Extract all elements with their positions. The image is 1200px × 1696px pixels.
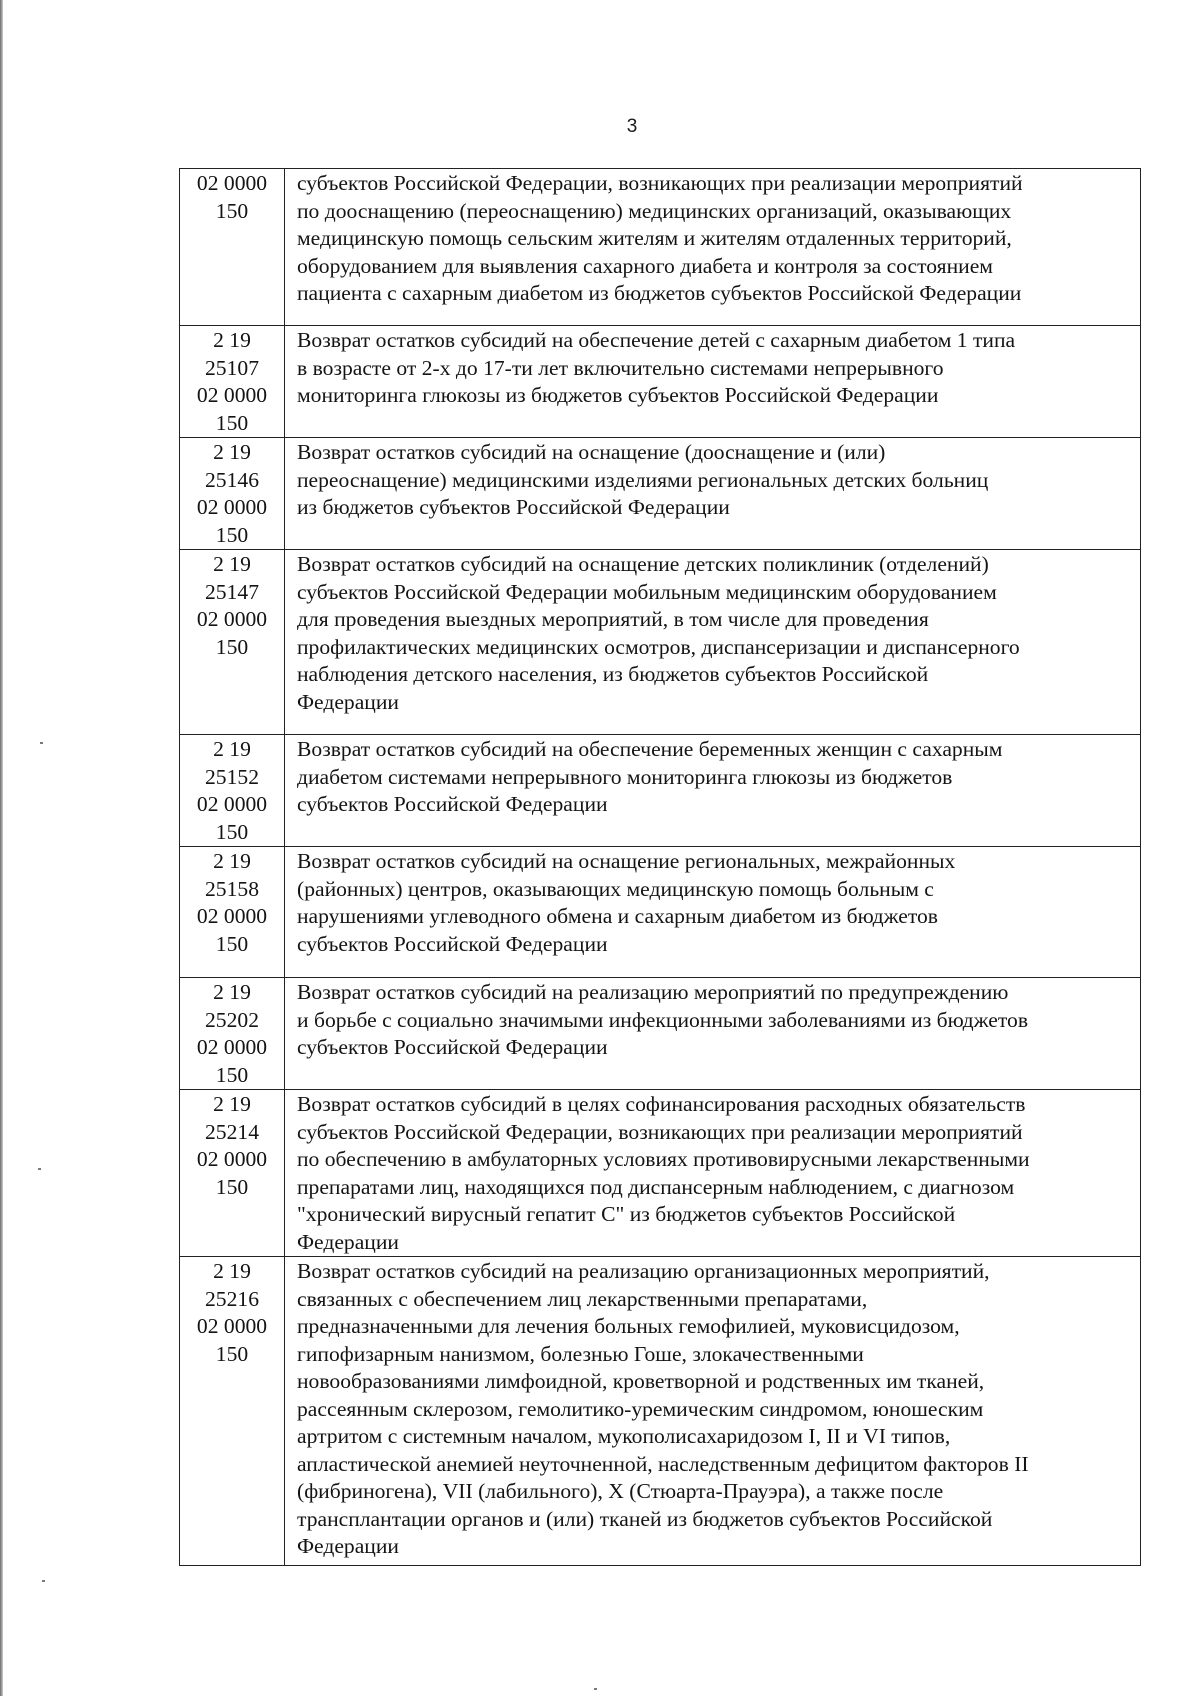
code-line: 150 bbox=[215, 931, 249, 956]
description-cell bbox=[285, 438, 1141, 550]
description-cell bbox=[285, 169, 1141, 326]
description-line: трансплантации органов и (или) тканей из бюджетов субъектов Российской bbox=[297, 1506, 993, 1531]
description-line: новообразованиями лимфоидной, кроветворной и родственных им тканей, bbox=[297, 1369, 985, 1393]
code-line: 25146 bbox=[205, 467, 259, 492]
description-line: субъектов Российской Федерации bbox=[297, 792, 608, 816]
code-line: 02 0000 bbox=[196, 1035, 268, 1059]
description-line: профилактических медицинских осмотров, диспансеризации и диспансерного bbox=[297, 634, 1020, 659]
description-line: Федерации bbox=[297, 689, 399, 714]
code-line: 150 bbox=[215, 198, 249, 223]
table-row bbox=[180, 735, 1141, 847]
description-line: и борьбе с социально значимыми инфекционными заболеваниями из бюджетов bbox=[297, 1007, 1029, 1032]
description-cell bbox=[285, 978, 1141, 1090]
code-line: 25202 bbox=[205, 1007, 259, 1032]
description-line: Федерации bbox=[297, 1534, 399, 1558]
description-line: нарушениями углеводного обмена и сахарным диабетом из бюджетов bbox=[297, 904, 938, 928]
description-line: (фибриногена), VII (лабильного), X (Стюарта-Прауэра), а также после bbox=[297, 1479, 944, 1503]
table-row bbox=[180, 169, 1141, 326]
description-line: препаратами лиц, находящихся под диспансерным наблюдением, с диагнозом bbox=[297, 1174, 1015, 1199]
description-line: Возврат остатков субсидий на реализацию организационных мероприятий, bbox=[297, 1259, 990, 1283]
description-line: диабетом системами непрерывного мониторинга глюкозы из бюджетов bbox=[297, 764, 953, 789]
description-line: Возврат остатков субсидий на оснащение детских поликлиник (отделений) bbox=[297, 552, 989, 576]
description-line: "хронический вирусный гепатит С" из бюджетов субъектов Российской bbox=[297, 1202, 956, 1226]
description-cell bbox=[285, 326, 1141, 438]
code-line: 02 0000 bbox=[196, 495, 268, 519]
budget-code-cell bbox=[180, 978, 285, 1090]
table-row bbox=[180, 550, 1141, 735]
description-line: Федерации bbox=[297, 1229, 399, 1254]
description-cell bbox=[285, 847, 1141, 978]
code-line: 2 19 bbox=[213, 1259, 251, 1283]
description-line: пациента с сахарным диабетом из бюджетов субъектов Российской Федерации bbox=[297, 281, 1022, 305]
code-line: 25214 bbox=[205, 1119, 259, 1144]
code-line: 150 bbox=[215, 819, 249, 844]
table-row bbox=[180, 1090, 1141, 1257]
description-line: мониторинга глюкозы из бюджетов субъектов Российской Федерации bbox=[297, 383, 939, 407]
description-line: субъектов Российской Федерации мобильным медицинским оборудованием bbox=[297, 579, 997, 604]
description-cell bbox=[285, 550, 1141, 735]
description-line: гипофизарным нанизмом, болезнью Гоше, злокачественными bbox=[297, 1341, 864, 1366]
description-cell bbox=[285, 1257, 1141, 1566]
budget-code-cell bbox=[180, 1090, 285, 1257]
code-line: 2 19 bbox=[213, 440, 251, 464]
code-line: 02 0000 bbox=[196, 1314, 268, 1338]
code-line: 150 bbox=[215, 522, 249, 547]
code-line: 2 19 bbox=[213, 552, 251, 576]
code-line: 02 0000 bbox=[196, 607, 268, 631]
table-row bbox=[180, 438, 1141, 550]
description-line: артритом с системным началом, мукополисахаридозом I, II и VI типов, bbox=[297, 1424, 951, 1448]
description-line: Возврат остатков субсидий в целях софинансирования расходных обязательств bbox=[297, 1092, 1026, 1116]
code-line: 2 19 bbox=[213, 1092, 251, 1116]
description-line: субъектов Российской Федерации bbox=[297, 931, 608, 956]
description-line: субъектов Российской Федерации, возникающих при реализации мероприятий bbox=[297, 1119, 1023, 1144]
code-line: 02 0000 bbox=[196, 383, 268, 407]
scan-speck bbox=[40, 742, 43, 744]
budget-code-cell bbox=[180, 326, 285, 438]
table-body bbox=[180, 169, 1141, 1566]
description-line: по дооснащению (переоснащению) медицинских организаций, оказывающих bbox=[297, 198, 1012, 223]
description-line: предназначенными для лечения больных гемофилией, муковисцидозом, bbox=[297, 1314, 960, 1338]
description-line: рассеянным склерозом, гемолитико-уремическим синдромом, юношеским bbox=[297, 1396, 984, 1421]
description-cell bbox=[285, 1090, 1141, 1257]
table-row bbox=[180, 326, 1141, 438]
description-line: апластической анемией неуточненной, наследственным дефицитом факторов II bbox=[297, 1451, 1029, 1476]
budget-code-cell bbox=[180, 1257, 285, 1566]
code-line: 02 0000 bbox=[196, 171, 268, 195]
description-line: связанных с обеспечением лиц лекарственными препаратами, bbox=[297, 1286, 868, 1311]
budget-code-cell bbox=[180, 735, 285, 847]
code-line: 25107 bbox=[205, 355, 259, 380]
code-line: 2 19 bbox=[213, 737, 251, 761]
budget-code-cell bbox=[180, 169, 285, 326]
description-line: Возврат остатков субсидий на оснащение (дооснащение и (или) bbox=[297, 440, 886, 464]
description-line: для проведения выездных мероприятий, в том числе для проведения bbox=[297, 607, 929, 631]
code-line: 02 0000 bbox=[196, 792, 268, 816]
code-line: 150 bbox=[215, 1174, 249, 1199]
code-line: 150 bbox=[215, 1341, 249, 1366]
code-line: 150 bbox=[215, 1062, 249, 1087]
code-line: 2 19 bbox=[213, 849, 251, 873]
code-line: 25147 bbox=[205, 579, 259, 604]
table-row bbox=[180, 847, 1141, 978]
code-line: 02 0000 bbox=[196, 1147, 268, 1171]
scan-edge bbox=[0, 0, 3, 1696]
description-line: Возврат остатков субсидий на обеспечение беременных женщин с сахарным bbox=[297, 737, 1003, 761]
description-line: Возврат остатков субсидий на оснащение региональных, межрайонных bbox=[297, 849, 956, 873]
page-number: 3 bbox=[626, 116, 638, 137]
code-line: 2 19 bbox=[213, 980, 251, 1004]
description-line: медицинскую помощь сельским жителям и жителям отдаленных территорий, bbox=[297, 226, 1012, 250]
code-line: 2 19 bbox=[213, 328, 251, 352]
description-line: оборудованием для выявления сахарного диабета и контроля за состоянием bbox=[297, 253, 993, 278]
table-row bbox=[180, 1257, 1141, 1566]
scan-speck bbox=[38, 1168, 41, 1170]
code-line: 02 0000 bbox=[196, 904, 268, 928]
code-line: 25216 bbox=[205, 1286, 259, 1311]
code-line: 150 bbox=[215, 634, 249, 659]
scan-speck bbox=[42, 1580, 45, 1582]
scan-speck bbox=[594, 1688, 597, 1690]
description-line: в возрасте от 2-х до 17-ти лет включительно системами непрерывного bbox=[297, 355, 944, 380]
budget-code-cell bbox=[180, 550, 285, 735]
code-line: 25158 bbox=[205, 876, 259, 901]
description-line: Возврат остатков субсидий на реализацию мероприятий по предупреждению bbox=[297, 980, 1009, 1004]
table-row bbox=[180, 978, 1141, 1090]
description-cell bbox=[285, 735, 1141, 847]
code-line: 25152 bbox=[205, 764, 259, 789]
description-line: переоснащение) медицинскими изделиями региональных детских больниц bbox=[297, 467, 989, 492]
budget-code-cell bbox=[180, 847, 285, 978]
description-line: наблюдения детского населения, из бюджетов субъектов Российской bbox=[297, 662, 929, 686]
description-line: из бюджетов субъектов Российской Федерации bbox=[297, 495, 730, 519]
description-line: субъектов Российской Федерации, возникающих при реализации мероприятий bbox=[297, 171, 1023, 195]
description-line: субъектов Российской Федерации bbox=[297, 1035, 608, 1059]
budget-code-table bbox=[179, 168, 1141, 1566]
description-line: Возврат остатков субсидий на обеспечение детей с сахарным диабетом 1 типа bbox=[297, 328, 1016, 352]
description-line: (районных) центров, оказывающих медицинскую помощь больным с bbox=[297, 876, 934, 901]
description-line: по обеспечению в амбулаторных условиях противовирусными лекарственными bbox=[297, 1147, 1030, 1171]
budget-code-cell bbox=[180, 438, 285, 550]
code-line: 150 bbox=[215, 410, 249, 435]
